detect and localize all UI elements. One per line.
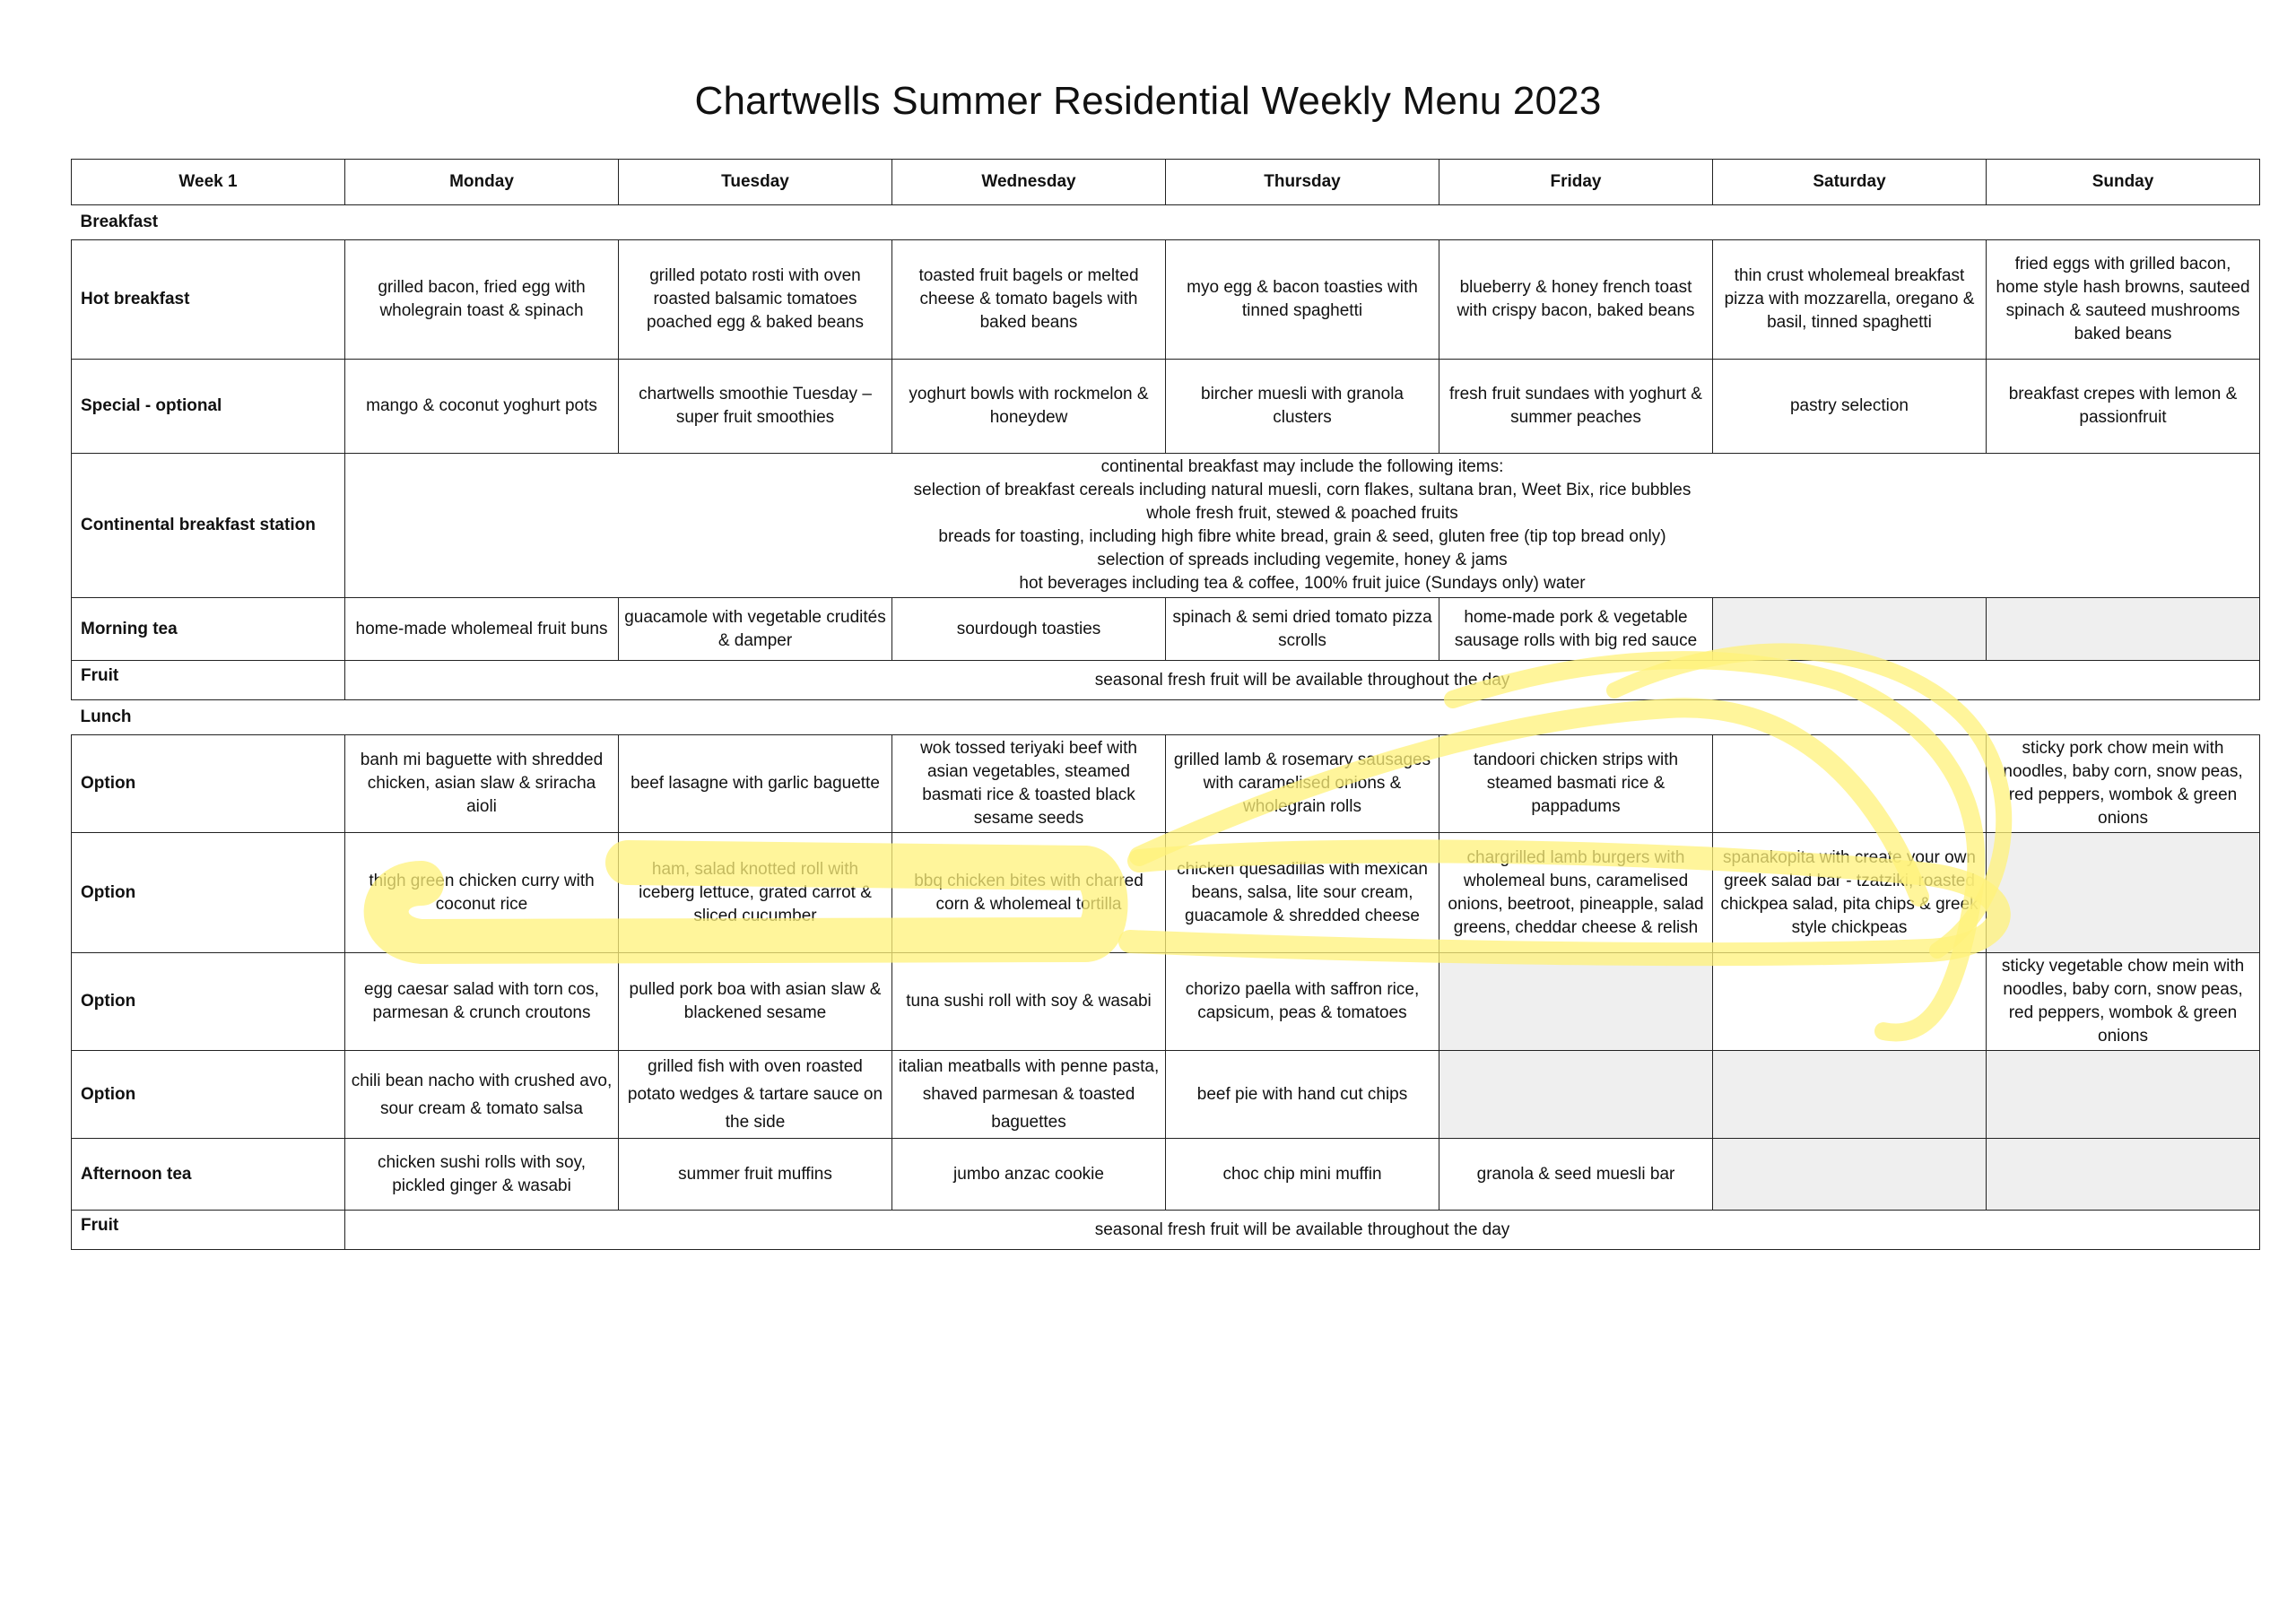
continental-line: selection of breakfast cereals including natural muesli, corn flakes, sultana bran, Weet Bix, rice bubbles: [913, 481, 1692, 499]
menu-cell: fried eggs with grilled bacon, home style hash browns, sauteed spinach & sauteed mushrooms baked beans: [1987, 240, 2260, 360]
row-label-option: Option: [72, 833, 345, 953]
menu-cell: grilled fish with oven roasted potato wedges & tartare sauce on the side: [619, 1051, 892, 1139]
fruit-cell: seasonal fresh fruit will be available throughout the day: [345, 661, 2260, 700]
menu-cell: choc chip mini muffin: [1166, 1139, 1439, 1211]
empty-cell: [1987, 598, 2260, 661]
week-header: Week 1: [72, 160, 345, 205]
menu-cell: pulled pork boa with asian slaw & blackened sesame: [619, 953, 892, 1051]
menu-cell: beef lasagne with garlic baguette: [619, 735, 892, 833]
menu-cell: grilled potato rosti with oven roasted balsamic tomatoes poached egg & baked beans: [619, 240, 892, 360]
table-row: [72, 240, 2260, 360]
empty-cell: [1713, 598, 1987, 661]
table-row: [72, 598, 2260, 661]
menu-cell: thigh green chicken curry with coconut rice: [345, 833, 619, 953]
empty-cell: [1439, 953, 1713, 1051]
menu-cell: bircher muesli with granola clusters: [1166, 360, 1439, 454]
section-row-lunch: [72, 700, 2260, 735]
row-label-afternoon-tea: Afternoon tea: [72, 1139, 345, 1211]
row-label-morning-tea: Morning tea: [72, 598, 345, 661]
menu-cell: chili bean nacho with crushed avo, sour cream & tomato salsa: [345, 1051, 619, 1139]
menu-cell: chicken quesadillas with mexican beans, salsa, lite sour cream, guacamole & shredded cheese: [1166, 833, 1439, 953]
table-row: [72, 360, 2260, 454]
menu-cell: spinach & semi dried tomato pizza scrolls: [1166, 598, 1439, 661]
menu-cell: fresh fruit sundaes with yoghurt & summer peaches: [1439, 360, 1713, 454]
table-row: [72, 735, 2260, 833]
menu-cell: tandoori chicken strips with steamed basmati rice & pappadums: [1439, 735, 1713, 833]
continental-line: breads for toasting, including high fibre white bread, grain & seed, gluten free (tip top bread only): [938, 527, 1666, 546]
fruit-cell: seasonal fresh fruit will be available throughout the day: [345, 1211, 2260, 1250]
day-header-tuesday: Tuesday: [619, 160, 892, 205]
section-label-lunch: Lunch: [72, 700, 2260, 735]
empty-cell: [1713, 1051, 1987, 1139]
day-header-sunday: Sunday: [1987, 160, 2260, 205]
empty-cell: [1987, 1139, 2260, 1211]
weekly-menu-table: [71, 159, 2260, 1250]
row-label-fruit: Fruit: [72, 661, 345, 700]
menu-cell: spanakopita with create your own greek salad bar - tzatziki, roasted chickpea salad, pita chips & greek style chickpeas: [1713, 833, 1987, 953]
section-row-breakfast: [72, 205, 2260, 240]
menu-cell: italian meatballs with penne pasta, shaved parmesan & toasted baguettes: [892, 1051, 1166, 1139]
empty-cell: [1713, 1139, 1987, 1211]
section-label-breakfast: Breakfast: [72, 205, 2260, 240]
menu-cell: bbq chicken bites with charred corn & wholemeal tortilla: [892, 833, 1166, 953]
menu-cell: sourdough toasties: [892, 598, 1166, 661]
menu-cell: summer fruit muffins: [619, 1139, 892, 1211]
table-row: [72, 953, 2260, 1051]
empty-cell: [1987, 1051, 2260, 1139]
continental-breakfast-cell: [345, 454, 2260, 598]
menu-cell: jumbo anzac cookie: [892, 1139, 1166, 1211]
menu-cell: egg caesar salad with torn cos, parmesan & crunch croutons: [345, 953, 619, 1051]
menu-cell: blueberry & honey french toast with crispy bacon, baked beans: [1439, 240, 1713, 360]
menu-cell: chorizo paella with saffron rice, capsicum, peas & tomatoes: [1166, 953, 1439, 1051]
row-label-option: Option: [72, 1051, 345, 1139]
empty-cell: [1439, 1051, 1713, 1139]
menu-cell: beef pie with hand cut chips: [1166, 1051, 1439, 1139]
continental-line: whole fresh fruit, stewed & poached fruits: [1146, 504, 1458, 523]
menu-cell: pastry selection: [1713, 360, 1987, 454]
table-row: [72, 1051, 2260, 1139]
menu-cell: grilled bacon, fried egg with wholegrain toast & spinach: [345, 240, 619, 360]
empty-cell: [1987, 833, 2260, 953]
row-label-option: Option: [72, 735, 345, 833]
menu-cell: chicken sushi rolls with soy, pickled ginger & wasabi: [345, 1139, 619, 1211]
table-row: [72, 1211, 2260, 1250]
table-row: [72, 661, 2260, 700]
header-row: [72, 160, 2260, 205]
row-label-special: Special - optional: [72, 360, 345, 454]
continental-line: continental breakfast may include the following items:: [1100, 457, 1504, 476]
menu-cell: breakfast crepes with lemon & passionfruit: [1987, 360, 2260, 454]
table-row: [72, 454, 2260, 598]
menu-cell: toasted fruit bagels or melted cheese & tomato bagels with baked beans: [892, 240, 1166, 360]
menu-cell: chartwells smoothie Tuesday – super fruit smoothies: [619, 360, 892, 454]
empty-cell: [1713, 953, 1987, 1051]
day-header-friday: Friday: [1439, 160, 1713, 205]
menu-cell: sticky vegetable chow mein with noodles, baby corn, snow peas, red peppers, wombok & green onions: [1987, 953, 2260, 1051]
menu-cell: sticky pork chow mein with noodles, baby corn, snow peas, red peppers, wombok & green onions: [1987, 735, 2260, 833]
row-label-continental: Continental breakfast station: [72, 454, 345, 598]
menu-cell: tuna sushi roll with soy & wasabi: [892, 953, 1166, 1051]
day-header-saturday: Saturday: [1713, 160, 1987, 205]
menu-cell: home-made wholemeal fruit buns: [345, 598, 619, 661]
day-header-monday: Monday: [345, 160, 619, 205]
table-row: [72, 1139, 2260, 1211]
menu-cell: chargrilled lamb burgers with wholemeal buns, caramelised onions, beetroot, pineapple, salad greens, cheddar cheese & relish: [1439, 833, 1713, 953]
menu-cell: mango & coconut yoghurt pots: [345, 360, 619, 454]
menu-cell: guacamole with vegetable crudités & damper: [619, 598, 892, 661]
menu-cell: yoghurt bowls with rockmelon & honeydew: [892, 360, 1166, 454]
menu-cell: wok tossed teriyaki beef with asian vegetables, steamed basmati rice & toasted black sesame seeds: [892, 735, 1166, 833]
table-row: [72, 833, 2260, 953]
row-label-hot-breakfast: Hot breakfast: [72, 240, 345, 360]
day-header-thursday: Thursday: [1166, 160, 1439, 205]
menu-cell: banh mi baguette with shredded chicken, asian slaw & sriracha aioli: [345, 735, 619, 833]
day-header-wednesday: Wednesday: [892, 160, 1166, 205]
continental-line: selection of spreads including vegemite, honey & jams: [1097, 551, 1508, 569]
menu-cell: thin crust wholemeal breakfast pizza with mozzarella, oregano & basil, tinned spaghetti: [1713, 240, 1987, 360]
menu-cell: home-made pork & vegetable sausage rolls with big red sauce: [1439, 598, 1713, 661]
row-label-option: Option: [72, 953, 345, 1051]
continental-line: hot beverages including tea & coffee, 100% fruit juice (Sundays only) water: [1019, 574, 1586, 593]
row-label-fruit: Fruit: [72, 1211, 345, 1250]
page-title: Chartwells Summer Residential Weekly Menu 2023: [694, 79, 1602, 123]
menu-cell: myo egg & bacon toasties with tinned spaghetti: [1166, 240, 1439, 360]
menu-cell: granola & seed muesli bar: [1439, 1139, 1713, 1211]
menu-cell: grilled lamb & rosemary sausages with caramelised onions & wholegrain rolls: [1166, 735, 1439, 833]
empty-cell: [1713, 735, 1987, 833]
menu-cell: ham, salad knotted roll with iceberg lettuce, grated carrot & sliced cucumber: [619, 833, 892, 953]
